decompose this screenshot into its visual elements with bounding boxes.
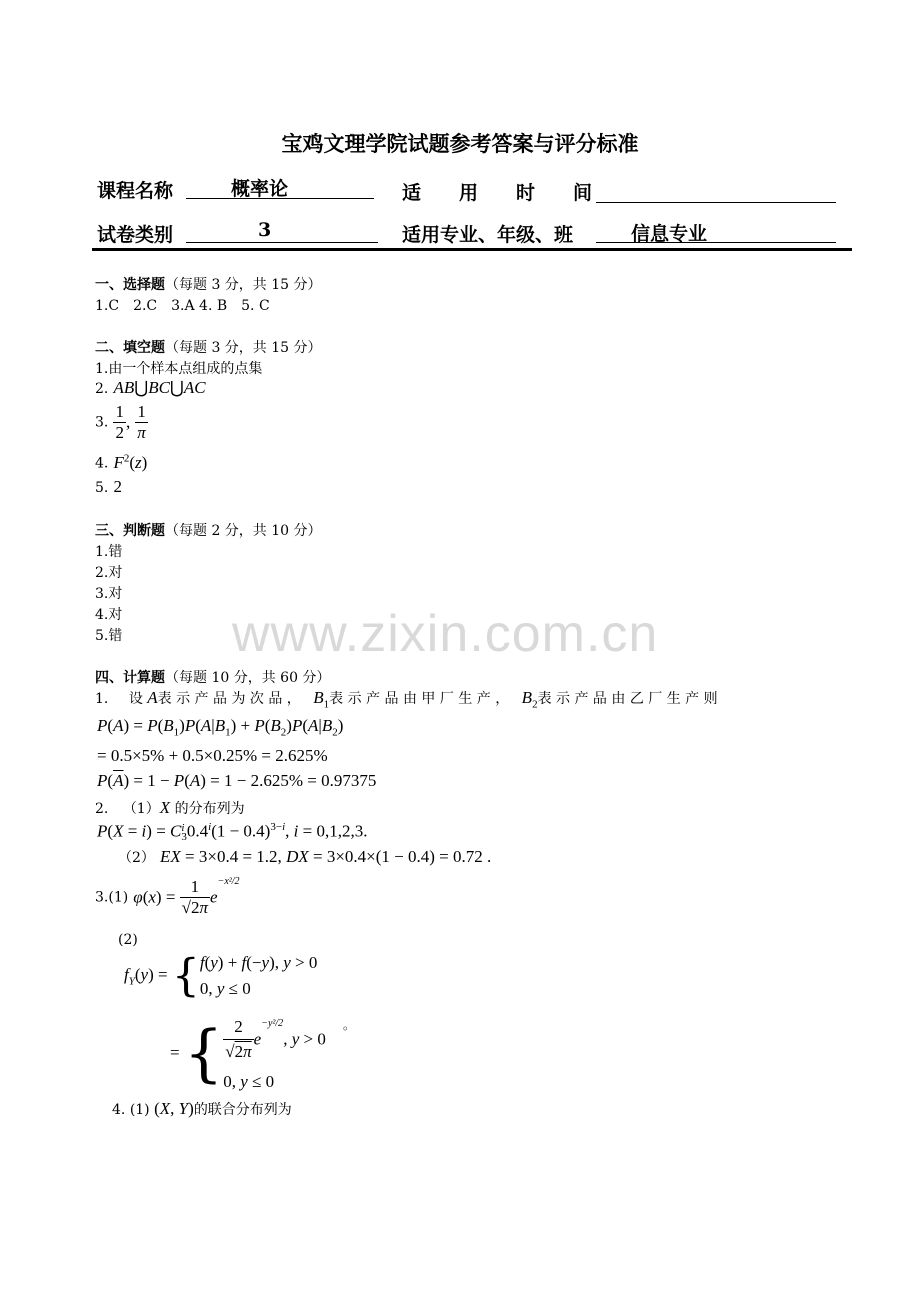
course-value: 概率论 <box>231 178 289 200</box>
q3-part1-label: (1) <box>108 889 129 906</box>
header-rule <box>92 248 852 251</box>
q2-part2-label: （2） <box>118 850 155 866</box>
q2-part1-label: （1） <box>122 801 160 817</box>
section2-title: 二、填空题 <box>95 340 165 356</box>
section3-note: （每题 2 分，共 10 分） <box>165 523 322 539</box>
section4-heading <box>95 667 330 687</box>
judge-item: 1.错 <box>95 544 123 560</box>
section1-heading <box>95 274 322 294</box>
section2-note: （每题 3 分，共 15 分） <box>165 340 322 356</box>
q1-number: 1. <box>95 691 109 707</box>
formula-union: AB⋃BC⋃AC <box>113 378 206 397</box>
var-x: X <box>159 798 171 817</box>
judge-item: 3.对 <box>95 586 123 602</box>
type-label: 试卷类别 <box>97 224 174 246</box>
q2-number: 2. <box>95 801 109 817</box>
judge-item: 2.对 <box>95 565 123 581</box>
q2-part1 <box>95 798 245 818</box>
var-a: A <box>147 688 158 707</box>
formula-calc: = 0.5×5% + 0.5×0.25% = 2.625% <box>97 746 328 765</box>
q3-number: 3. <box>95 889 109 906</box>
section2-answer3: 3. $\frac{1}{2}$ , $\frac{1}{\pi}$ <box>95 402 146 442</box>
section2-value5: 2 <box>113 477 122 496</box>
q4-part1-text: 的联合分布列为 <box>193 1102 292 1118</box>
section2-num2: 2. <box>95 381 109 397</box>
section2-answer2 <box>95 378 206 398</box>
q1-statement <box>95 688 847 710</box>
var-b1: $B_1$ <box>313 688 330 711</box>
q2-part2 <box>118 847 491 867</box>
q1-text-c: 表 示 产 品 由 甲 厂 生 产 ， <box>329 691 510 707</box>
q4-part1 <box>112 1099 292 1119</box>
section4-title: 四、计算题 <box>95 670 165 686</box>
fraction-normal-const: $\frac{1}{√2\pi}$ <box>181 877 209 917</box>
q4-part1-label: (1) <box>129 1102 150 1118</box>
section2-num4: 4. <box>95 455 109 472</box>
section1-note: （每题 3 分，共 15 分） <box>165 277 322 293</box>
formula-total-probability: $P(A) = P(B_1)P(A|B_1) + P(B_2)P(A|B_2)$ <box>97 716 344 739</box>
formula-binomial: P(X = i) = C i 3 $0.4^i(1 - 0.4)^{3-i}$, i = 0,1,2,3. <box>97 821 368 843</box>
watermark: www.zixin.com.cn <box>232 605 659 663</box>
formula-f-squared: $F^2(z)$ <box>113 452 148 472</box>
q4-number: 4. <box>112 1102 126 1118</box>
time-underline <box>596 178 836 203</box>
page-title: 宝鸡文理学院试题参考答案与评分标准 <box>281 131 639 156</box>
section4-note: （每题 10 分，共 60 分） <box>165 670 331 686</box>
section2-num5: 5. <box>95 480 109 496</box>
fraction-one-over-pi: $\frac{1}{\pi}$ <box>137 402 146 442</box>
type-underline <box>186 220 378 243</box>
var-b2: $B_2$ <box>521 688 538 711</box>
major-label: 适用专业、年级、班 <box>402 224 574 246</box>
section2-answer1: 1.由一个样本点组成的点集 <box>95 361 263 377</box>
q1-text-d: 表 示 产 品 由 乙 厂 生 产 则 <box>537 691 718 707</box>
fraction-one-half: $\frac{1}{2}$ <box>115 402 124 442</box>
q3-part2-label: (2) <box>118 932 138 948</box>
section2-answer4 <box>95 452 147 473</box>
major-value: 信息专业 <box>631 223 708 245</box>
q1-text-a: 设 <box>128 691 143 707</box>
section1-answers: 1.C 2.C 3.A 4. B 5. C <box>95 298 270 314</box>
section2-heading <box>95 337 322 357</box>
q1-text-b: 表 示 产 品 为 次 品 ， <box>157 691 301 707</box>
fraction-two-over-root: $\frac{2}{√2\pi}$ <box>225 1017 252 1061</box>
formula-fy-def: $f_Y(y)$ = { f(y) + f(−y), y > 0 0, y ≤ 0 <box>124 950 318 1002</box>
judge-item: 5.错 <box>95 628 123 644</box>
section3-heading <box>95 520 322 540</box>
formula-complement: $P(\overline{A}) = 1 - P(A) = 1 - 2.625\% = 0.97375$ <box>97 771 377 790</box>
course-label: 课程名称 <box>97 180 174 202</box>
formula-phi: φ(x) = <box>133 887 180 907</box>
section1-title: 一、选择题 <box>95 277 165 293</box>
section3-title: 三、判断题 <box>95 523 165 539</box>
judge-item: 4.对 <box>95 607 123 623</box>
section2-answer5 <box>95 477 122 497</box>
q2-part1-text: 的分布列为 <box>174 801 245 817</box>
type-value: 3 <box>258 219 272 241</box>
q3-part1: 3.(1) φ(x) = $\frac{1}{√2\pi}$ $e^{-x^2/2}$ <box>95 876 240 917</box>
time-label: 适 用 时 间 <box>402 182 593 204</box>
var-xy: (X, Y) <box>154 1099 194 1118</box>
formula-fy-result: = { $\frac{2}{√2\pi}$ $e^{-y^2/2}$, y > 0 0, y ≤ 0 <box>170 1016 326 1091</box>
formula-ex-dx: EX = 3×0.4 = 1.2, DX = 3×0.4×(1 − 0.4) = 0.72 . <box>160 847 492 866</box>
section2-num3: 3. <box>95 414 109 431</box>
period-mark: 。 <box>343 1018 356 1032</box>
